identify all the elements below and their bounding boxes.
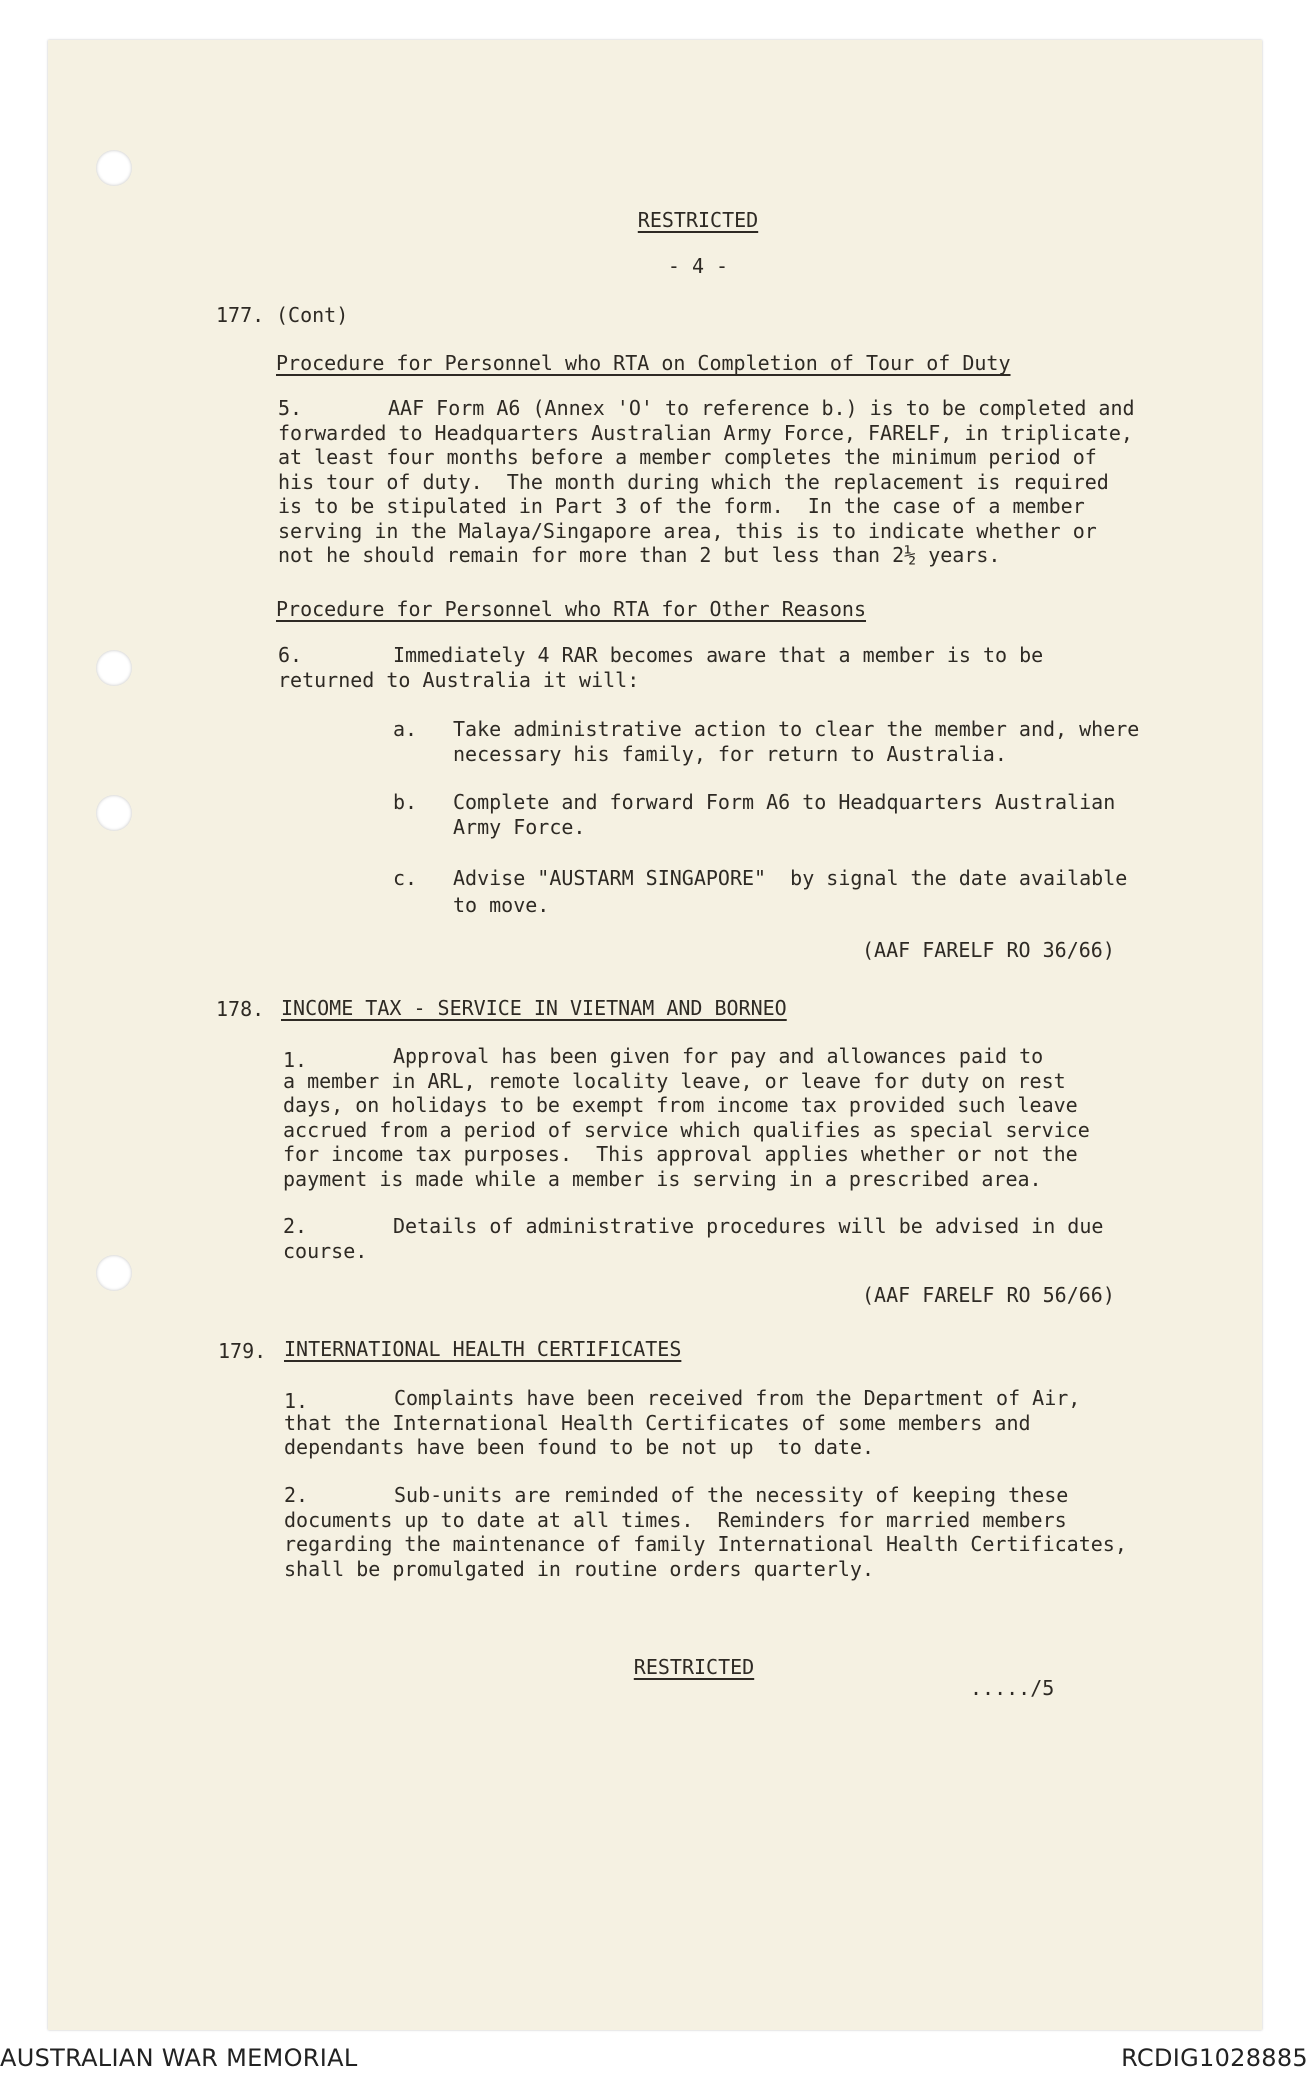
paragraph-line: is to be stipulated in Part 3 of the form. In the case of a member	[278, 494, 1085, 518]
paragraph-line: days, on holidays to be exempt from income tax provided such leave	[283, 1093, 1078, 1117]
paragraph-line: Complaints have been received from the Department of Air,	[394, 1386, 1081, 1410]
paragraph-line: regarding the maintenance of family International Health Certificates,	[284, 1532, 1127, 1556]
list-item-letter: a.	[393, 717, 418, 741]
section-heading: INTERNATIONAL HEALTH CERTIFICATES	[284, 1337, 682, 1361]
paragraph-line: AAF Form A6 (Annex 'O' to reference b.) is to be completed and	[388, 396, 1135, 420]
punch-hole	[96, 650, 132, 686]
list-item-letter: c.	[393, 866, 418, 890]
list-item-line: to move.	[453, 893, 550, 917]
list-item-letter: b.	[393, 790, 418, 814]
paragraph-number: 6.	[278, 643, 303, 667]
list-item-line: Army Force.	[453, 814, 586, 839]
list-item-line: Advise "AUSTARM SINGAPORE" by signal the date available	[453, 866, 1128, 890]
paragraph-line: Immediately 4 RAR becomes aware that a member is to be	[393, 643, 1044, 667]
paragraph-line: serving in the Malaya/Singapore area, this is to indicate whether or	[278, 518, 1097, 543]
paragraph-line: payment is made while a member is serving in a prescribed area.	[283, 1166, 1042, 1191]
paragraph-line: his tour of duty. The month during which the replacement is required	[278, 469, 1109, 494]
paragraph-number: 5.	[278, 396, 303, 420]
page-number: - 4 -	[667, 254, 729, 278]
paragraph-line: forwarded to Headquarters Australian Army Force, FARELF, in triplicate,	[278, 420, 1133, 445]
paragraph-line: course.	[283, 1238, 368, 1263]
paragraph-number: 1.	[284, 1389, 309, 1413]
list-item-line: Take administrative action to clear the member and, where	[453, 717, 1140, 741]
paragraph-line: Sub-units are reminded of the necessity of keeping these	[394, 1483, 1069, 1507]
list-item-line: Complete and forward Form A6 to Headquarters Australian	[453, 790, 1116, 814]
paragraph-line: accrued from a period of service which qualifies as special service	[283, 1117, 1090, 1142]
paragraph-line: at least four months before a member completes the minimum period of	[278, 445, 1097, 469]
section-number: 178.	[216, 997, 265, 1021]
document-page	[48, 40, 1262, 2030]
paragraph-number: 2.	[283, 1214, 308, 1238]
list-item-line: necessary his family, for return to Australia.	[453, 741, 1007, 766]
paragraph-number: 1.	[283, 1048, 308, 1072]
punch-hole	[96, 795, 132, 831]
reference-citation: (AAF FARELF RO 36/66)	[862, 938, 1115, 962]
classification-top: RESTRICTED	[637, 208, 759, 232]
paragraph-line: Approval has been given for pay and allowances paid to	[393, 1044, 1044, 1068]
subheading: Procedure for Personnel who RTA on Completion of Tour of Duty	[276, 351, 1011, 375]
punch-hole	[96, 1255, 132, 1291]
section-continued: (Cont)	[276, 303, 349, 327]
continuation-marker: ...../5	[970, 1676, 1055, 1700]
subheading: Procedure for Personnel who RTA for Other Reasons	[276, 597, 867, 621]
paragraph-line: for income tax purposes. This approval applies whether or not the	[283, 1142, 1078, 1166]
paragraph-line: not he should remain for more than 2 but less than 2½ years.	[278, 543, 1001, 567]
paragraph-line: documents up to date at all times. Reminders for married members	[284, 1507, 1067, 1532]
paragraph-line: shall be promulgated in routine orders quarterly.	[284, 1556, 875, 1581]
paragraph-number: 2.	[284, 1483, 309, 1507]
reference-citation: (AAF FARELF RO 56/66)	[862, 1283, 1115, 1307]
paragraph-line: a member in ARL, remote locality leave, or leave for duty on rest	[283, 1068, 1066, 1093]
archive-institution: AUSTRALIAN WAR MEMORIAL	[0, 2044, 358, 2072]
section-heading: INCOME TAX - SERVICE IN VIETNAM AND BORNEO	[281, 996, 787, 1020]
punch-hole	[96, 150, 132, 186]
section-number: 179.	[218, 1339, 267, 1363]
classification-bottom: RESTRICTED	[633, 1655, 755, 1679]
section-number: 177.	[216, 303, 265, 327]
archive-item-id: RCDIG1028885	[1121, 2044, 1308, 2072]
paragraph-line: dependants have been found to be not up to date.	[284, 1435, 875, 1459]
paragraph-line: returned to Australia it will:	[278, 667, 640, 692]
paragraph-line: Details of administrative procedures will be advised in due	[393, 1214, 1104, 1238]
paragraph-line: that the International Health Certificates of some members and	[284, 1410, 1031, 1435]
